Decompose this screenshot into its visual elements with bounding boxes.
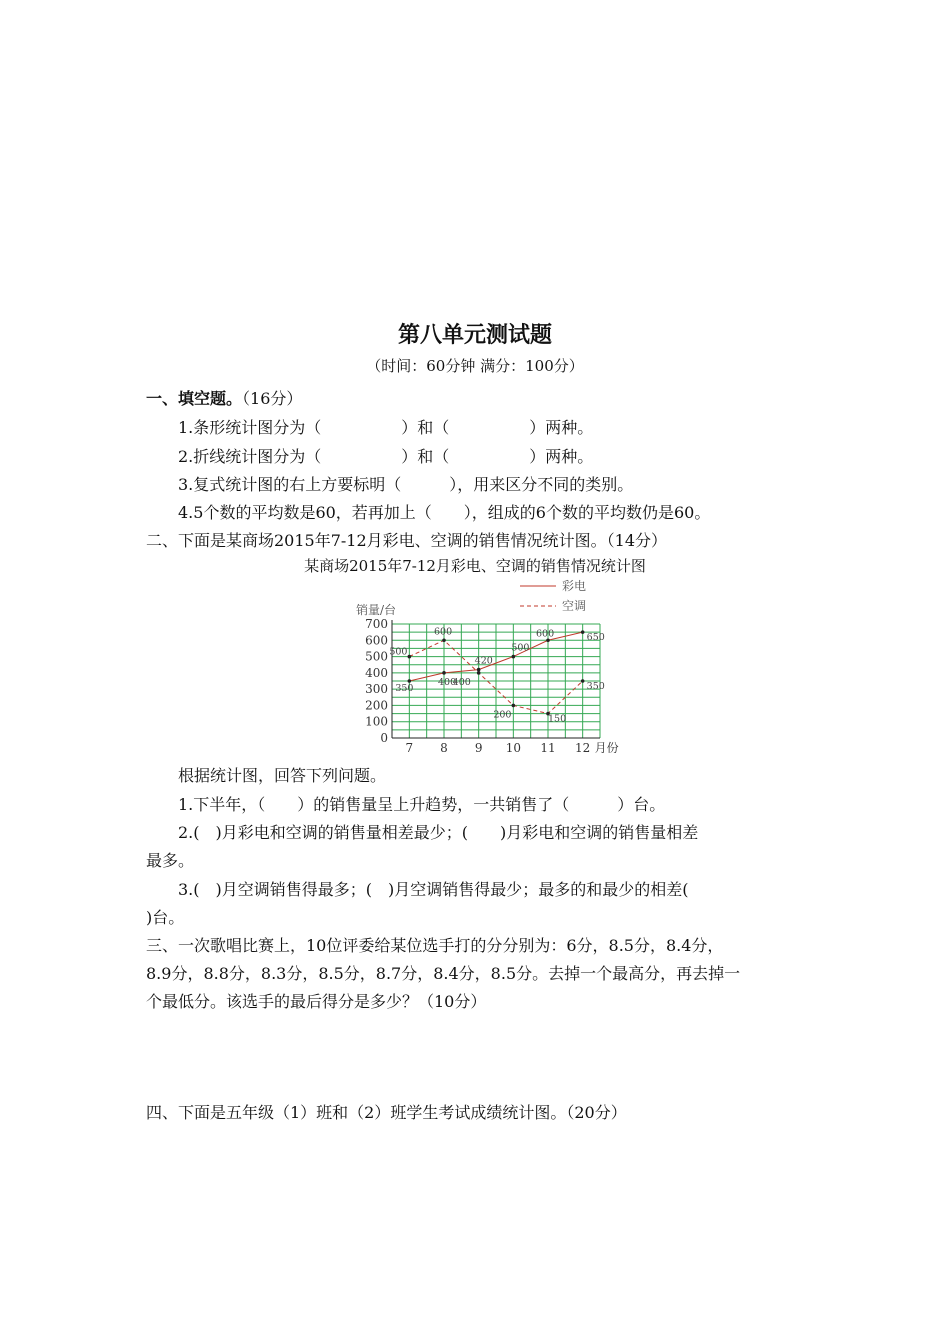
- data-point: [581, 630, 585, 634]
- y-tick-label: 600: [365, 633, 388, 648]
- y-tick-label: 400: [365, 665, 388, 680]
- data-point: [442, 638, 446, 642]
- page-title: 第八单元测试题: [397, 322, 552, 348]
- data-point: [477, 668, 481, 672]
- data-label: 200: [493, 709, 512, 721]
- section3-line1: 三、一次歌唱比赛上，10位评委给某位选手打的分分别为：6分，8.5分，8.4分，: [146, 936, 724, 955]
- data-point: [512, 704, 516, 708]
- x-tick-label: 7: [405, 741, 414, 755]
- section1-q4: 4.5个数的平均数是60，若再加上（ ），组成的6个数的平均数仍是60。: [178, 503, 711, 522]
- x-tick-label: 10: [505, 741, 521, 755]
- chart-title: 某商场2015年7-12月彩电、空调的销售情况统计图: [304, 557, 646, 575]
- data-label: 400: [452, 676, 471, 688]
- y-tick-label: 200: [365, 698, 388, 713]
- section1-heading: 一、填空题。: [146, 389, 243, 408]
- section1-q2: 2.折线统计图分为（ ）和（ ）两种。: [178, 447, 594, 466]
- data-point: [408, 655, 412, 659]
- legend-label-1: 空调: [562, 599, 587, 613]
- section2-intro: 根据统计图，回答下列问题。: [178, 766, 387, 785]
- data-label: 500: [389, 646, 408, 658]
- x-tick-label: 9: [474, 741, 483, 755]
- data-label: 150: [548, 713, 567, 725]
- data-point: [512, 655, 516, 659]
- section2-q2-line2: 最多。: [146, 851, 195, 870]
- section1-score: （16分）: [242, 389, 303, 408]
- y-tick-label: 300: [365, 682, 388, 697]
- data-label: 650: [586, 632, 605, 644]
- data-label: 600: [434, 626, 453, 638]
- section2-heading: 二、下面是某商场2015年7-12月彩电、空调的销售情况统计图。（14分）: [146, 531, 668, 550]
- section4-heading: 四、下面是五年级（1）班和（2）班学生考试成绩统计图。（20分）: [146, 1103, 627, 1122]
- section2-q2-line1: 2.( )月彩电和空调的销售量相差最少；( )月彩电和空调的销售量相差: [178, 823, 699, 842]
- x-axis-title: 月份: [594, 741, 619, 755]
- data-label: 350: [395, 683, 414, 694]
- y-axis-title: 销量/台: [356, 603, 397, 617]
- x-tick-label: 8: [440, 741, 448, 755]
- y-tick-label: 500: [365, 649, 388, 664]
- section1-q1: 1.条形统计图分为（ ）和（ ）两种。: [178, 418, 594, 437]
- section1-q3: 3.复式统计图的右上方要标明（ ），用来区分不同的类别。: [178, 475, 634, 494]
- data-label: 400: [438, 676, 457, 688]
- data-point: [581, 679, 585, 683]
- data-label: 350: [586, 681, 605, 692]
- y-tick-label: 100: [365, 714, 388, 729]
- section2-q1: 1.下半年，（ ）的销售量呈上升趋势，一共销售了（ ）台。: [178, 795, 666, 814]
- y-tick-label: 0: [380, 731, 388, 745]
- section2-q3-line2: )台。: [146, 908, 185, 927]
- section3-line3: 个最低分。该选手的最后得分是多少？（10分）: [146, 992, 487, 1011]
- x-tick-label: 12: [575, 741, 591, 755]
- data-point: [442, 671, 446, 675]
- data-label: 500: [511, 642, 530, 654]
- sales-line-chart: [350, 578, 650, 756]
- section1-heading-line: [146, 386, 302, 409]
- page-subtitle: （时间：60分钟 满分：100分）: [366, 357, 584, 375]
- y-tick-label: 700: [365, 617, 388, 631]
- section3-line2: 8.9分，8.8分，8.3分，8.5分，8.7分，8.4分，8.5分。去掉一个最高分，再去掉一: [146, 964, 741, 983]
- section2-q3-line1: 3.( )月空调销售得最多；( )月空调销售得最少；最多的和最少的相差(: [178, 880, 689, 899]
- x-tick-label: 11: [540, 741, 556, 755]
- data-point: [477, 671, 481, 675]
- data-label: 420: [474, 655, 493, 667]
- data-label: 600: [536, 628, 555, 640]
- legend-label-0: 彩电: [562, 579, 587, 593]
